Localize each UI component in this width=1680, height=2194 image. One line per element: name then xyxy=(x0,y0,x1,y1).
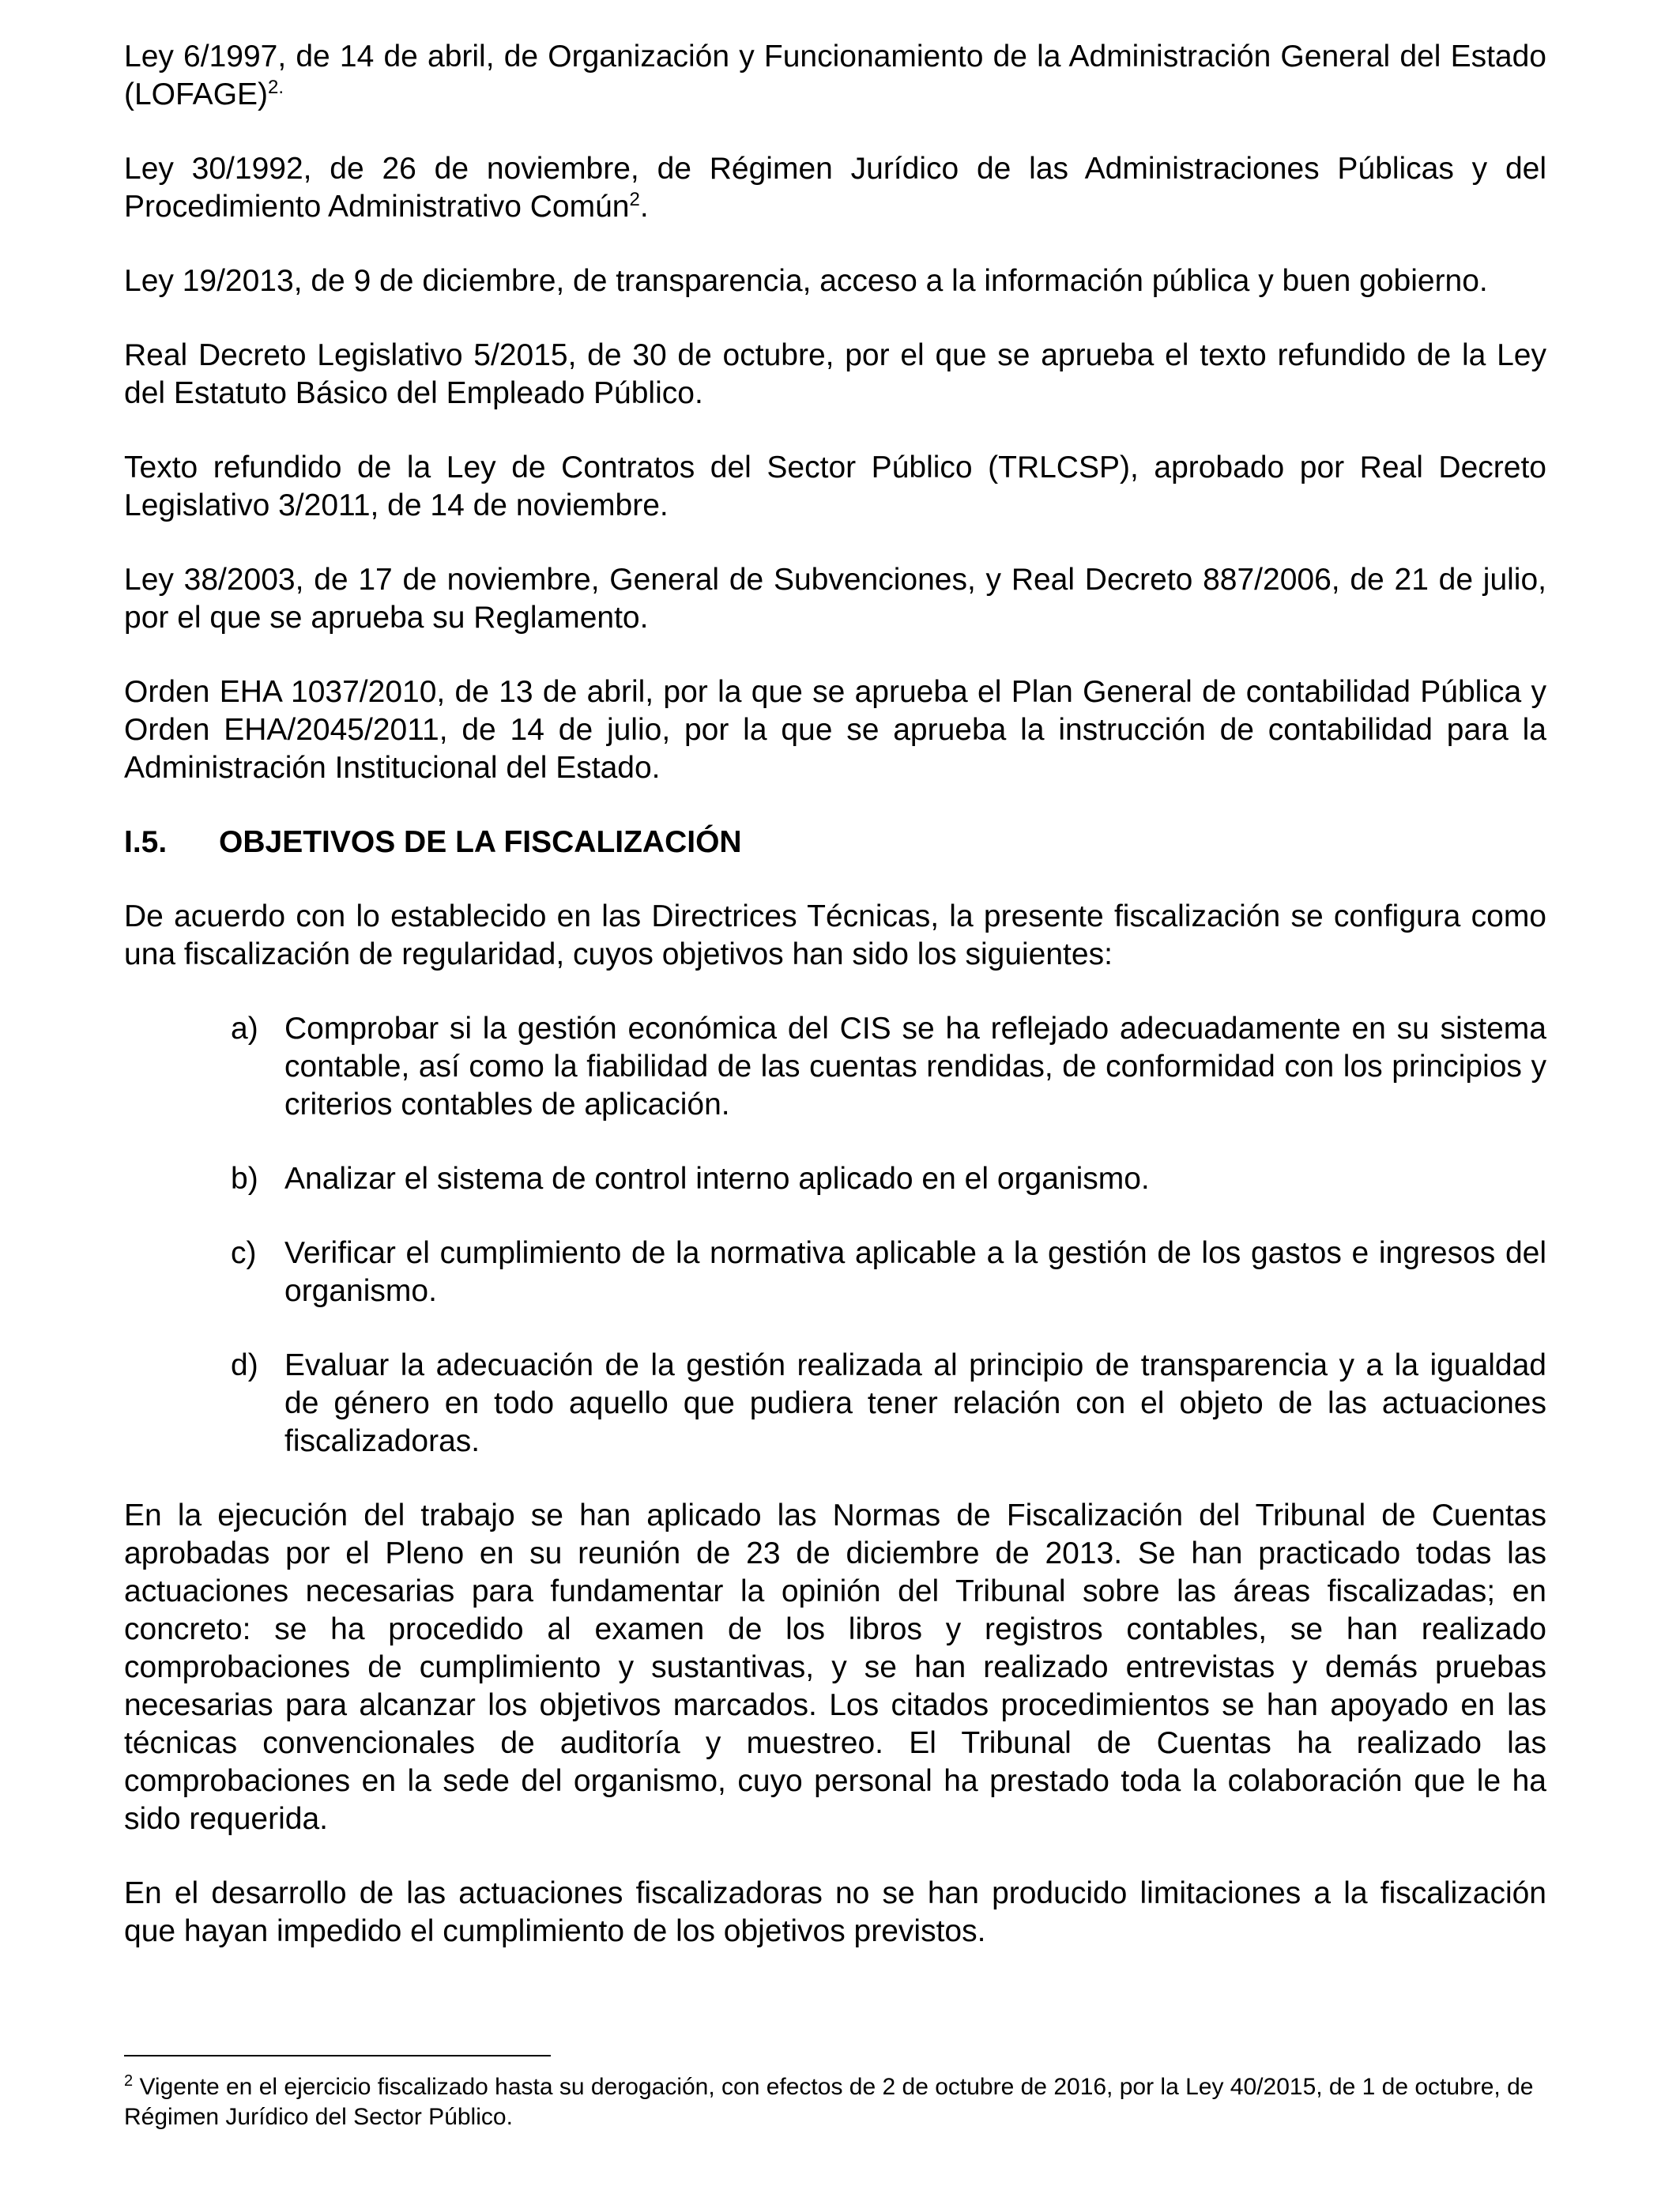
objective-item xyxy=(124,1235,1546,1310)
legislation-item xyxy=(124,38,1546,114)
objective-marker: b) xyxy=(231,1162,258,1196)
legislation-text-tail: . xyxy=(639,190,649,224)
footnotes xyxy=(124,2055,1546,2132)
legislation-item: Orden EHA 1037/2010, de 13 de abril, por la que se aprueba el Plan General de contabilidad Pública y Orden EHA/2045/2011, de 14 de julio, por la que se aprueba la instrucción de contabilidad para la Administración Institucional del Estado. xyxy=(124,675,1546,785)
body-paragraph: En la ejecución del trabajo se han aplicado las Normas de Fiscalización del Tribunal de Cuentas aprobadas por el Pleno en su reunión de 23 de diciembre de 2013. Se han practicado todas las actuaciones necesarias para fundamentar la opinión del Tribunal sobre las áreas fiscalizadas; en concreto: se ha procedido al examen de los libros y registros contables, se han realizado comprobaciones de cumplimiento y sustantivas, y se han realizado entrevistas y demás pruebas necesarias para alcanzar los objetivos marcados. Los citados procedimientos se han apoyado en las técnicas convencionales de auditoría y muestreo. El Tribunal de Cuentas ha realizado las comprobaciones en la sede del organismo, cuyo personal ha prestado toda la colaboración que le ha sido requerida. xyxy=(124,1498,1546,1836)
objective-item xyxy=(124,1010,1546,1124)
legislation-item xyxy=(124,150,1546,226)
objectives-list xyxy=(124,1010,1546,1461)
footnote xyxy=(124,2072,1546,2132)
body-paragraph: En el desarrollo de las actuaciones fiscalizadoras no se han producido limitaciones a la fiscalización que hayan impedido el cumplimiento de los objetivos previstos. xyxy=(124,1876,1546,1948)
objective-marker: d) xyxy=(231,1348,258,1382)
legislation-text: Ley 30/1992, de 26 de noviembre, de Régimen Jurídico de las Administraciones Públicas y del Procedimiento Administrativo Común xyxy=(124,152,1546,224)
objective-text: Verificar el cumplimiento de la normativa aplicable a la gestión de los gastos e ingresos del organismo. xyxy=(284,1236,1546,1308)
section-intro: De acuerdo con lo establecido en las Directrices Técnicas, la presente fiscalización se configura como una fiscalización de regularidad, cuyos objetivos han sido los siguientes: xyxy=(124,899,1546,971)
footnote-ref[interactable]: 2. xyxy=(268,77,284,98)
objective-marker: a) xyxy=(231,1012,258,1046)
section-title: OBJETIVOS DE LA FISCALIZACIÓN xyxy=(219,825,742,859)
objective-text: Comprobar si la gestión económica del CIS se ha reflejado adecuadamente en su sistema contable, así como la fiabilidad de las cuentas rendidas, de conformidad con los principios y criterios contables de aplicación. xyxy=(284,1012,1546,1122)
objective-item xyxy=(124,1160,1546,1198)
objective-text: Evaluar la adecuación de la gestión realizada al principio de transparencia y a la igualdad de género en todo aquello que pudiera tener relación con el objeto de las actuaciones fiscalizadoras. xyxy=(284,1348,1546,1458)
document-body xyxy=(124,38,1546,1987)
legislation-item: Ley 38/2003, de 17 de noviembre, General de Subvenciones, y Real Decreto 887/2006, de 21 de julio, por el que se aprueba su Reglamento. xyxy=(124,563,1546,635)
section-heading xyxy=(124,824,1546,861)
objective-marker: c) xyxy=(231,1236,257,1270)
footnote-divider xyxy=(124,2055,551,2056)
footnote-text: Vigente en el ejercicio fiscalizado hasta su derogación, con efectos de 2 de octubre de 2016, por la Ley 40/2015, de 1 de octubre, de Régimen Jurídico del Sector Público. xyxy=(124,2074,1534,2130)
legislation-text: Ley 6/1997, de 14 de abril, de Organización y Funcionamiento de la Administración General del Estado (LOFAGE) xyxy=(124,40,1546,111)
legislation-item: Texto refundido de la Ley de Contratos del Sector Público (TRLCSP), aprobado por Real Decreto Legislativo 3/2011, de 14 de noviembre. xyxy=(124,450,1546,522)
footnote-ref[interactable]: 2 xyxy=(629,189,640,210)
section-number: I.5. xyxy=(124,825,168,859)
objective-text: Analizar el sistema de control interno aplicado en el organismo. xyxy=(284,1162,1150,1196)
objective-item xyxy=(124,1347,1546,1461)
legislation-item: Real Decreto Legislativo 5/2015, de 30 de octubre, por el que se aprueba el texto refundido de la Ley del Estatuto Básico del Empleado Público. xyxy=(124,338,1546,410)
footnote-number: 2 xyxy=(124,2072,134,2090)
legislation-item: Ley 19/2013, de 9 de diciembre, de transparencia, acceso a la información pública y buen gobierno. xyxy=(124,264,1488,298)
